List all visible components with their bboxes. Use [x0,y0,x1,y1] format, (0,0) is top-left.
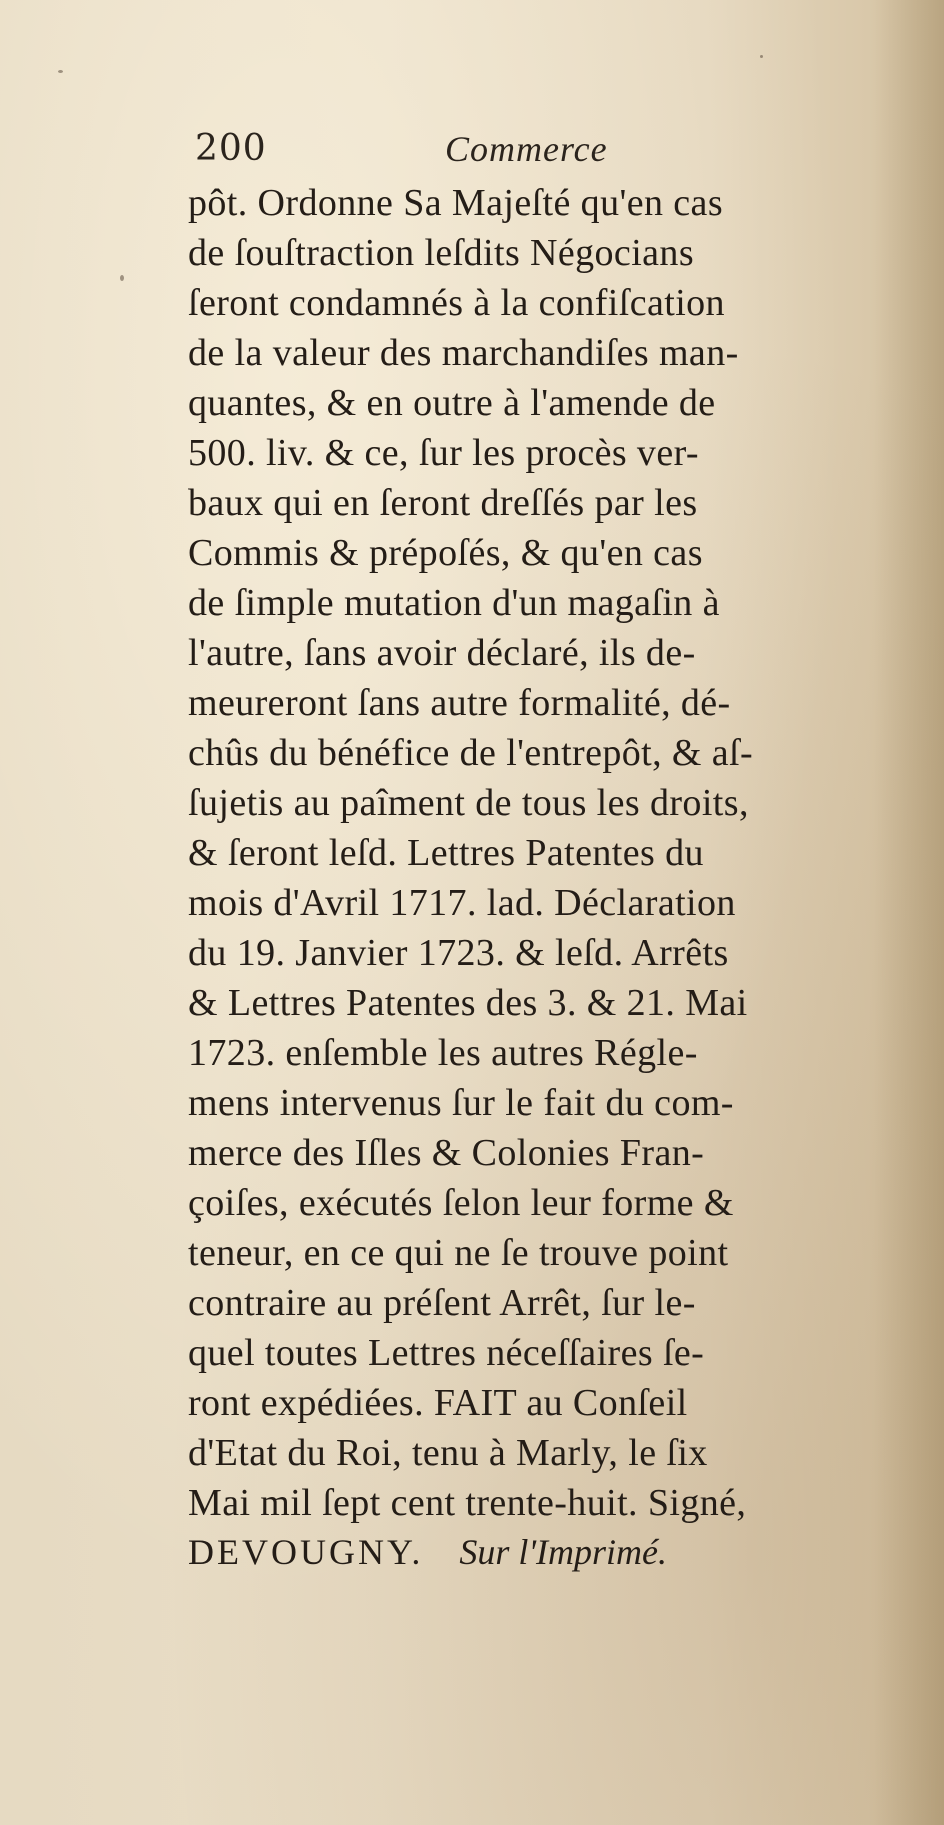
text-line: Mai mil ſept cent trente-huit. Signé, [188,1482,747,1524]
text-line: pôt. Ordonne Sa Majeſté qu'en cas [188,182,724,224]
ink-speck [120,275,124,281]
text-line: quantes, & en outre à l'amende de [188,382,716,424]
text-line: de ſimple mutation d'un magaſin à [188,582,720,624]
body-text [188,178,918,1582]
text-line: & ſeront leſd. Lettres Patentes du [188,832,704,874]
text-line: de la valeur des marchandiſes man- [188,332,739,374]
text-line: de ſouſtraction leſdits Négocians [188,232,695,274]
text-line: 1723. enſemble les autres Régle- [188,1032,698,1074]
text-line: Commis & prépoſés, & qu'en cas [188,532,703,574]
text-line: ront expédiées. FAIT au Conſeil [188,1382,688,1424]
running-head [195,128,715,172]
text-line: ſujetis au paîment de tous les droits, [188,782,749,824]
text-line: quel toutes Lettres néceſſaires ſe- [188,1332,705,1374]
text-line: 500. liv. & ce, ſur les procès ver- [188,432,699,474]
text-line: & Lettres Patentes des 3. & 21. Mai [188,982,748,1024]
ink-speck [58,70,63,73]
ink-speck [760,55,763,58]
text-line: çoiſes, exécutés ſelon leur forme & [188,1182,734,1224]
text-line: baux qui en ſeront dreſſés par les [188,482,698,524]
text-line: chûs du bénéfice de l'entrepôt, & aſ- [188,732,754,774]
text-line: l'autre, ſans avoir déclaré, ils de- [188,632,696,674]
text-line: contraire au préſent Arrêt, ſur le- [188,1282,696,1324]
text-line: meureront ſans autre formalité, dé- [188,682,731,724]
signatory-name: DEVOUGNY. [188,1532,424,1572]
text-line: ſeront condamnés à la confiſcation [188,282,725,324]
text-line: d'Etat du Roi, tenu à Marly, le ſix [188,1432,708,1474]
text-line: merce des Iſles & Colonies Fran- [188,1132,705,1174]
running-title: Commerce [445,129,608,169]
page-number: 200 [195,128,267,169]
text-line: teneur, en ce qui ne ſe trouve point [188,1232,729,1274]
text-line: du 19. Janvier 1723. & leſd. Arrêts [188,932,729,974]
signature-line [188,1522,918,1582]
text-line: mois d'Avril 1717. lad. Déclaration [188,882,736,924]
print-note: Sur l'Imprimé. [459,1532,668,1572]
text-line: mens intervenus ſur le fait du com- [188,1082,734,1124]
